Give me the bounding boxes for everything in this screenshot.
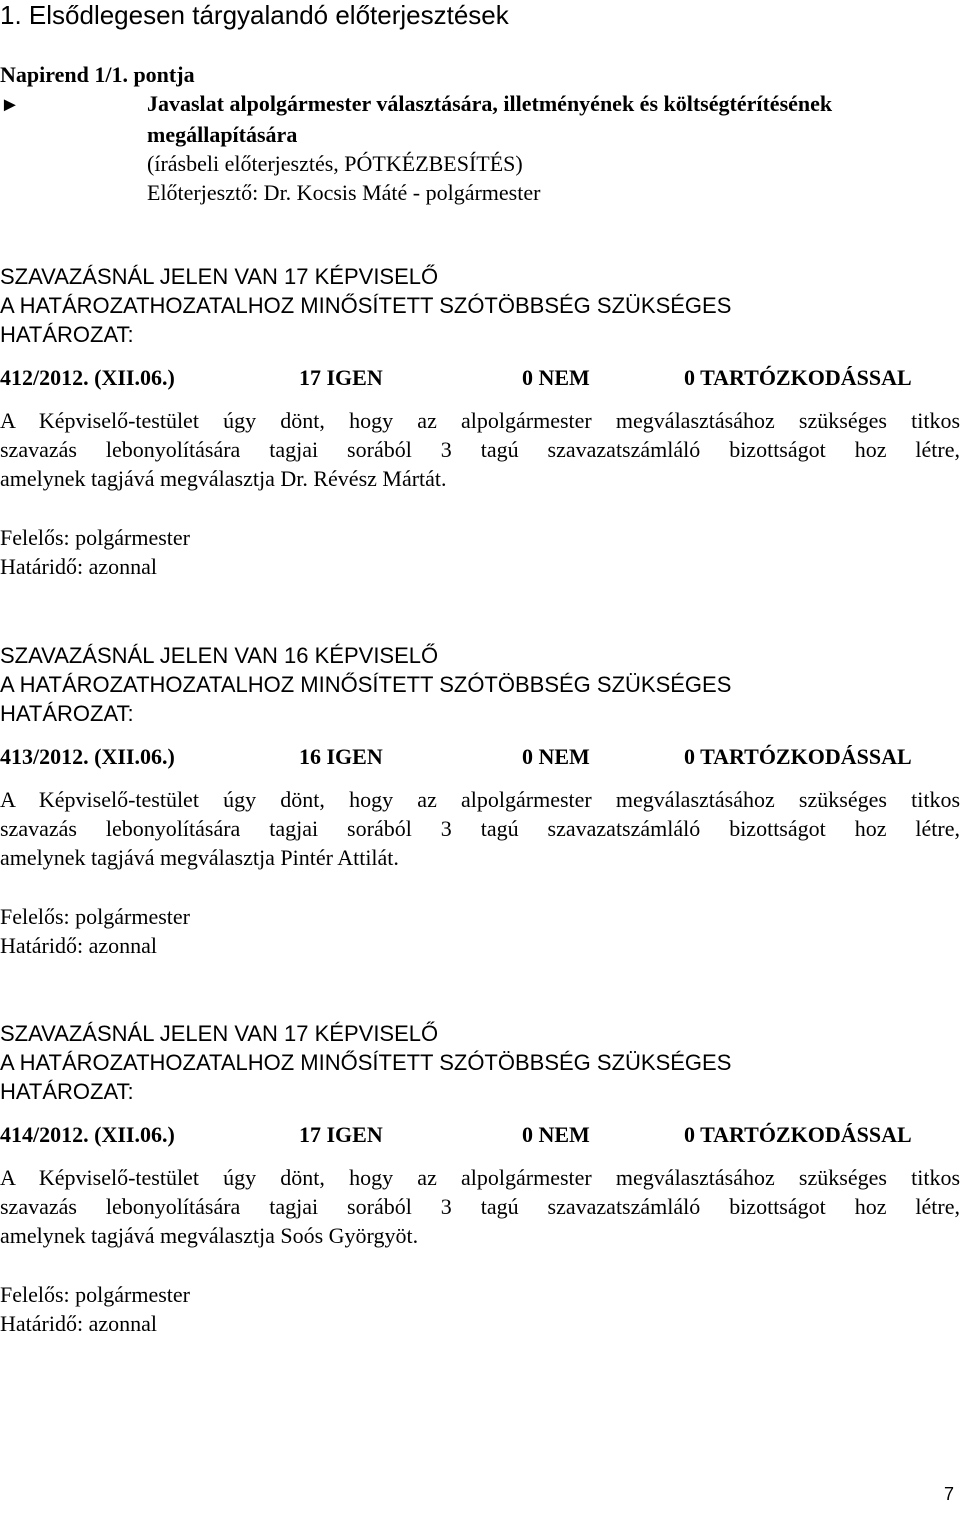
vote-no: 0 NEM bbox=[522, 1122, 590, 1147]
resolution-label: HATÁROZAT: bbox=[0, 322, 134, 347]
resolution-label: HATÁROZAT: bbox=[0, 1079, 134, 1104]
resolution-text bbox=[0, 1163, 960, 1250]
resolution-text-line: szavazás lebonyolítására tagjai sorából 3 tagú szavazatszámláló bizottságot hoz létre, bbox=[0, 1194, 960, 1219]
resolution-text-line: amelynek tagjává megválasztja Soós Györgyöt. bbox=[0, 1223, 419, 1248]
agenda-note: (írásbeli előterjesztés, PÓTKÉZBESÍTÉS) bbox=[147, 151, 523, 176]
resolution-text bbox=[0, 785, 960, 872]
resolution-text bbox=[0, 406, 960, 493]
resolution-vote-row bbox=[0, 742, 960, 771]
resolution-responsible: Felelős: polgármester bbox=[0, 525, 191, 550]
resolution-label: HATÁROZAT: bbox=[0, 701, 134, 726]
resolution-present-count: SZAVAZÁSNÁL JELEN VAN 17 KÉPVISELŐ bbox=[0, 1021, 439, 1046]
resolution-deadline: Határidő: azonnal bbox=[0, 933, 157, 958]
vote-abstain: 0 TARTÓZKODÁSSAL bbox=[684, 1122, 912, 1147]
agenda-title-line-1: Javaslat alpolgármester választására, illetményének és költségtérítésének bbox=[147, 91, 833, 116]
resolution-deadline: Határidő: azonnal bbox=[0, 554, 157, 579]
resolution-text-line: amelynek tagjává megválasztja Pintér Attilát. bbox=[0, 845, 399, 870]
resolution-block bbox=[0, 262, 960, 581]
resolution-responsible: Felelős: polgármester bbox=[0, 904, 191, 929]
agenda-item-number: Napirend 1/1. pontja bbox=[0, 62, 195, 87]
agenda-presenter: Előterjesztő: Dr. Kocsis Máté - polgármester bbox=[147, 180, 541, 205]
bullet-arrow-icon: ► bbox=[0, 94, 20, 116]
resolution-block bbox=[0, 641, 960, 960]
resolution-text-line: A Képviselő-testület úgy dönt, hogy az alpolgármester megválasztásához szükséges titkos bbox=[0, 787, 960, 812]
resolution-text-line: A Képviselő-testület úgy dönt, hogy az alpolgármester megválasztásához szükséges titkos bbox=[0, 1165, 960, 1190]
resolution-number: 414/2012. (XII.06.) bbox=[0, 1122, 175, 1147]
vote-abstain: 0 TARTÓZKODÁSSAL bbox=[684, 365, 912, 390]
resolution-responsible: Felelős: polgármester bbox=[0, 1282, 191, 1307]
resolution-vote-row bbox=[0, 1120, 960, 1149]
vote-yes: 17 IGEN bbox=[299, 365, 383, 390]
resolution-number: 413/2012. (XII.06.) bbox=[0, 744, 175, 769]
vote-abstain: 0 TARTÓZKODÁSSAL bbox=[684, 744, 912, 769]
resolution-text-line: szavazás lebonyolítására tagjai sorából 3 tagú szavazatszámláló bizottságot hoz létre, bbox=[0, 437, 960, 462]
resolution-majority-note: A HATÁROZATHOZATALHOZ MINŐSÍTETT SZÓTÖBBSÉG SZÜKSÉGES bbox=[0, 672, 732, 697]
resolution-present-count: SZAVAZÁSNÁL JELEN VAN 16 KÉPVISELŐ bbox=[0, 643, 439, 668]
resolution-deadline: Határidő: azonnal bbox=[0, 1311, 157, 1336]
vote-yes: 16 IGEN bbox=[299, 744, 383, 769]
vote-yes: 17 IGEN bbox=[299, 1122, 383, 1147]
section-heading: 1. Elsődlegesen tárgyalandó előterjesztések bbox=[0, 0, 509, 30]
resolution-majority-note: A HATÁROZATHOZATALHOZ MINŐSÍTETT SZÓTÖBBSÉG SZÜKSÉGES bbox=[0, 1050, 732, 1075]
agenda-title-line-2: megállapítására bbox=[147, 122, 298, 147]
resolution-number: 412/2012. (XII.06.) bbox=[0, 365, 175, 390]
resolution-block bbox=[0, 1019, 960, 1338]
resolution-vote-row bbox=[0, 363, 960, 392]
agenda-item bbox=[0, 60, 960, 207]
page-number: 7 bbox=[943, 1484, 954, 1504]
resolution-majority-note: A HATÁROZATHOZATALHOZ MINŐSÍTETT SZÓTÖBBSÉG SZÜKSÉGES bbox=[0, 293, 732, 318]
vote-no: 0 NEM bbox=[522, 365, 590, 390]
resolution-text-line: szavazás lebonyolítására tagjai sorából 3 tagú szavazatszámláló bizottságot hoz létre, bbox=[0, 816, 960, 841]
vote-no: 0 NEM bbox=[522, 744, 590, 769]
resolution-text-line: amelynek tagjává megválasztja Dr. Révész Mártát. bbox=[0, 466, 447, 491]
resolution-text-line: A Képviselő-testület úgy dönt, hogy az alpolgármester megválasztásához szükséges titkos bbox=[0, 408, 960, 433]
resolution-present-count: SZAVAZÁSNÁL JELEN VAN 17 KÉPVISELŐ bbox=[0, 264, 439, 289]
